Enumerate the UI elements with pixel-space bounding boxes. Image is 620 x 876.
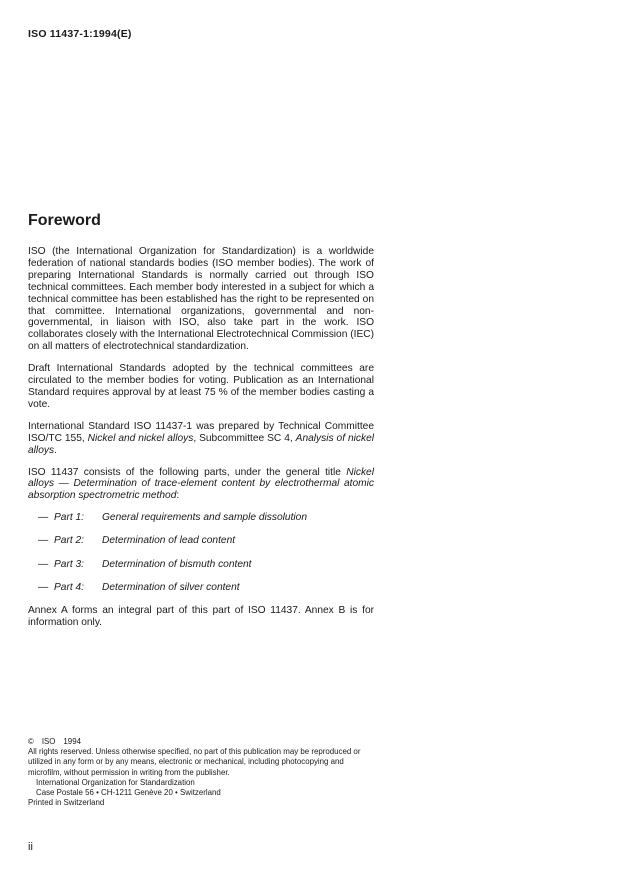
copyright-footer [28, 737, 378, 808]
paragraph-iso-intro: ISO (the International Organization for Standardization) is a worldwide federation of national standards bodies (ISO member bodies). The work of preparing International Standards is normally carried out through ISO technical committees. Each member body interested in a subject for which a technical committee has been established has the right to be represented on that committee. International organizations, governmental and non-governmental, in liaison with ISO, also take part in the work. ISO collaborates closely with the International Electrotechnical Commission (IEC) on all matters of electrotechnical standardization. [28, 246, 374, 353]
colon: : [176, 490, 180, 502]
paragraph-prepared-by [28, 421, 374, 457]
dash: — [38, 558, 49, 570]
part-title: General requirements and sample dissolution [102, 512, 307, 524]
committee-title: Nickel and nickel alloys [87, 432, 194, 444]
part-title: Determination of silver content [102, 581, 240, 593]
document-id-header: ISO 11437-1:1994(E) [28, 28, 132, 40]
copyright-symbol: © [28, 737, 34, 746]
paragraph-draft-standards: Draft International Standards adopted by the technical committees are circulated to the member bodies for voting. Publication as an International Standard requires approval by at least 75 % of the member bodies casting a vote. [28, 363, 374, 410]
foreword-body [28, 246, 374, 639]
part-number: Part 4: [54, 581, 85, 593]
paragraph-parts-intro [28, 467, 374, 503]
parts-list [28, 512, 374, 594]
organization-address: Case Postale 56 • CH-1211 Genève 20 • Switzerland [36, 788, 221, 798]
part-number: Part 3: [54, 558, 85, 570]
part-title: Determination of bismuth content [102, 558, 252, 570]
page-title: Foreword [28, 212, 101, 229]
printed-location: Printed in Switzerland [28, 798, 105, 808]
part-title: Determination of lead content [102, 535, 236, 547]
dash: — [38, 581, 49, 593]
list-item [28, 512, 374, 524]
copyright-line [28, 737, 378, 747]
rights-notice: All rights reserved. Unless otherwise specified, no part of this publication may be reproduced or utilized in any form or by any means, electronic or mechanical, including photocopying and microfilm, without permission in writing from the publisher. [28, 747, 361, 777]
subcommittee-text: , Subcommittee SC 4, [193, 432, 296, 444]
dash: — [38, 512, 49, 524]
part-number: Part 1: [54, 512, 85, 524]
dash: — [38, 535, 49, 547]
list-item [28, 535, 374, 547]
organization-name: International Organization for Standardization [36, 777, 195, 787]
list-item [28, 582, 374, 594]
page-number: ii [28, 841, 33, 853]
paragraph-annex-note: Annex A forms an integral part of this part of ISO 11437. Annex B is for information only. [28, 605, 374, 628]
list-item [28, 559, 374, 571]
period: . [54, 444, 57, 456]
general-title: Nickel alloys — Determination of trace-element content by electrothermal atomic absorption spectrometric method [28, 466, 374, 502]
copyright-year: 1994 [63, 737, 81, 746]
part-number: Part 2: [54, 535, 85, 547]
copyright-org: ISO [41, 737, 56, 746]
parts-intro-text: ISO 11437 consists of the following parts, under the general title [28, 466, 347, 478]
subcommittee-title: Analysis of nickel alloys [28, 432, 375, 456]
prepared-by-text: International Standard ISO 11437-1 was prepared by Technical Committee ISO/TC 155, [28, 420, 374, 444]
